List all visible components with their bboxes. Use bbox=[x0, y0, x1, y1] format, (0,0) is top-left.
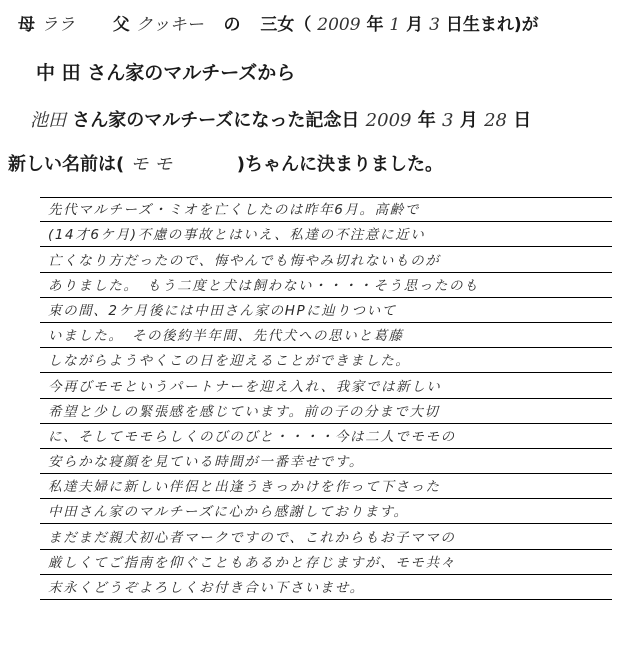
message-line bbox=[40, 474, 612, 499]
message-line-text: しながらようやくこの日を迎えることができました。 bbox=[48, 353, 411, 370]
anniversary-month-suffix: 月 bbox=[459, 110, 478, 131]
birth-month: 1 bbox=[389, 15, 401, 35]
message-line-text: いました。 その後約半年間、先代犬への思いと葛藤 bbox=[48, 328, 404, 345]
anniversary-month: 3 bbox=[442, 110, 454, 131]
message-line bbox=[40, 575, 612, 600]
message-line-text: 中田さん家のマルチーズに心から感謝しております。 bbox=[48, 504, 409, 521]
message-line-text: 私達夫婦に新しい伴侶と出逢うきっかけを作って下さった bbox=[48, 479, 441, 496]
anniversary-text: さん家のマルチーズになった記念日 bbox=[72, 110, 360, 131]
anniversary-day: 28 bbox=[484, 110, 507, 131]
birth-day: 3 bbox=[429, 15, 440, 35]
birth-day-suffix: 日生まれ)が bbox=[445, 15, 539, 35]
header-line-birth bbox=[18, 10, 640, 35]
message-lined-area bbox=[40, 197, 612, 600]
name-suffix: )ちゃんに決まりました。 bbox=[236, 154, 444, 175]
message-line-text: 希望と少しの緊張感を感じています。前の子の分まで大切 bbox=[48, 403, 440, 420]
father-label: 父 bbox=[112, 15, 130, 35]
father-name: クッキー bbox=[135, 15, 204, 35]
mother-label: 母 bbox=[18, 15, 35, 35]
owner-name: 池田 bbox=[30, 110, 66, 131]
middle-particle: の bbox=[223, 15, 241, 35]
message-line-text: (14才6ケ月)不慮の事故とはいえ、私達の不注意に近い bbox=[48, 227, 426, 244]
message-line bbox=[40, 449, 612, 474]
message-line bbox=[40, 424, 612, 449]
birth-month-suffix: 月 bbox=[406, 15, 424, 35]
message-line bbox=[40, 323, 612, 348]
anniversary-year: 2009 bbox=[365, 110, 412, 131]
message-line bbox=[40, 273, 612, 298]
message-line bbox=[40, 298, 612, 323]
message-line-text: 安らかな寝顔を見ている時間が一番幸せです。 bbox=[48, 454, 365, 471]
message-line-text: 亡くなり方だったので、悔やんでも悔やみ切れないものが bbox=[48, 252, 441, 269]
message-line bbox=[40, 550, 612, 575]
message-line bbox=[40, 524, 612, 549]
birth-year: 2009 bbox=[317, 15, 361, 35]
message-line bbox=[40, 373, 612, 398]
message-line-text: 今再びモモというパートナーを迎え入れ、我家では新しい bbox=[48, 378, 442, 395]
message-line-text: 束の間、2ケ月後には中田さん家のHPに辿りついて bbox=[48, 302, 397, 319]
anniversary-year-suffix: 年 bbox=[417, 110, 436, 131]
birth-year-suffix: 年 bbox=[366, 15, 384, 35]
header-line-name bbox=[8, 150, 640, 176]
name-prefix: 新しい名前は( bbox=[8, 154, 125, 175]
message-line bbox=[40, 348, 612, 373]
birth-order: 三女（ bbox=[260, 15, 312, 35]
message-line-text: に、そしてモモらしくのびのびと・・・・今は二人でモモの bbox=[48, 428, 456, 445]
header-line-anniversary bbox=[30, 106, 640, 132]
message-line-text: まだまだ親犬初心者マークですので、これからもお子ママの bbox=[48, 529, 456, 546]
message-line bbox=[40, 499, 612, 524]
message-line bbox=[40, 222, 612, 247]
message-line-text: 先代マルチーズ・ミオを亡くしたのは昨年6月。高齢で bbox=[48, 202, 420, 219]
message-line bbox=[40, 197, 612, 222]
message-line-text: 厳しくてご指南を仰ぐこともあるかと存じますが、モモ共々 bbox=[48, 554, 456, 571]
new-name: モ モ bbox=[130, 154, 173, 175]
message-line bbox=[40, 399, 612, 424]
message-line bbox=[40, 247, 612, 272]
anniversary-day-suffix: 日 bbox=[513, 110, 532, 131]
header-line-breeder: 中 田 さん家のマルチーズから bbox=[36, 62, 296, 84]
mother-name: ララ bbox=[40, 15, 75, 35]
message-line-text: 末永くどうぞよろしくお付き合い下さいませ。 bbox=[48, 580, 365, 596]
message-line-text: ありました。 もう二度と犬は飼わない・・・・そう思ったのも bbox=[48, 277, 480, 294]
